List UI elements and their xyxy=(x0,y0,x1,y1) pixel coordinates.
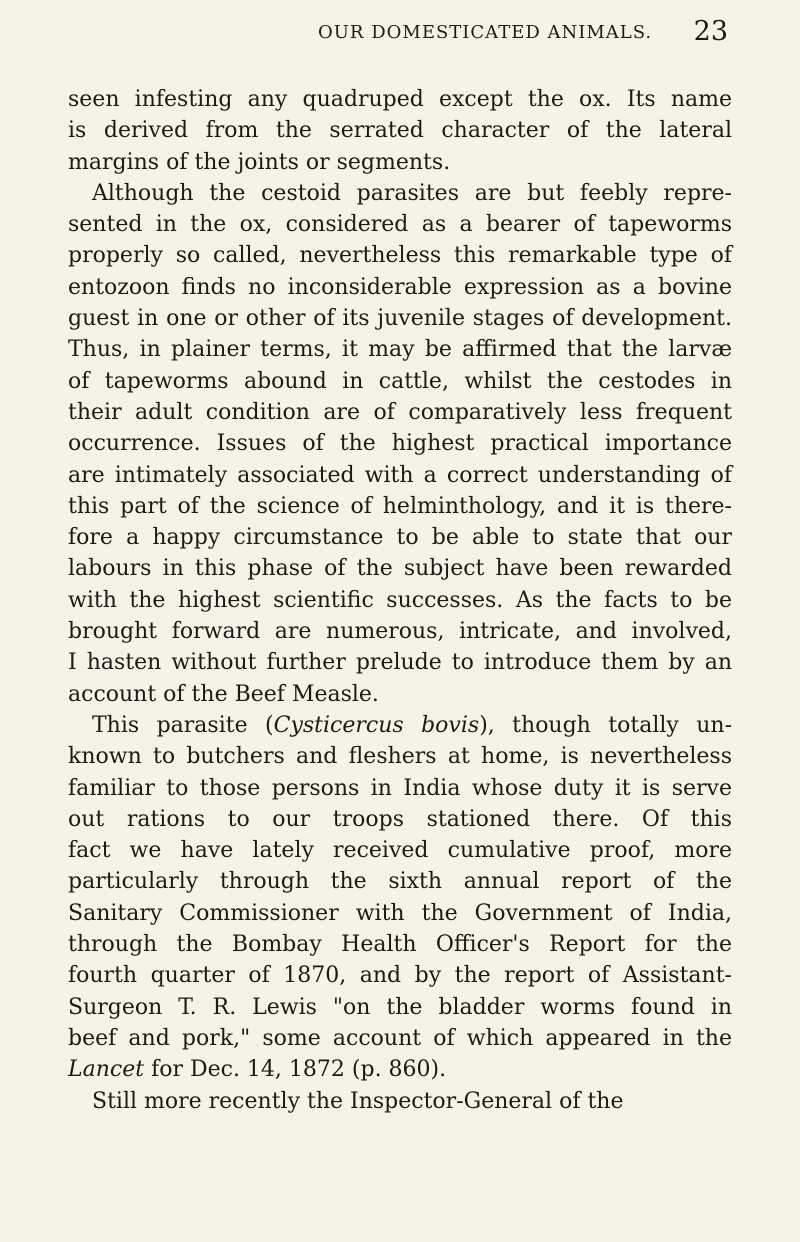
text-line: known to butchers and fleshers at home, is nevertheless xyxy=(68,744,732,770)
text-line: entozoon finds no inconsiderable expression as a bovine xyxy=(68,274,732,300)
text-line: sented in the ox, considered as a bearer of tapeworms xyxy=(68,212,732,238)
text-line: fore a happy circumstance to be able to state that our xyxy=(68,525,732,551)
text-line: of tapeworms abound in cattle, whilst the cestodes in xyxy=(68,368,732,394)
text-line: their adult condition are of comparatively less frequent xyxy=(68,399,732,425)
text-segment: for Dec. 14, 1872 (p. 860). xyxy=(144,1057,447,1083)
text-line xyxy=(68,1054,732,1085)
text-line: Thus, in plainer terms, it may be affirmed that the larvæ xyxy=(68,337,732,363)
text-line: guest in one or other of its juvenile stages of development. xyxy=(68,306,732,332)
text-line: fourth quarter of 1870, and by the report of Assistant- xyxy=(68,963,732,989)
text-line: brought forward are numerous, intricate, and involved, xyxy=(68,619,732,645)
text-line: labours in this phase of the subject have been rewarded xyxy=(68,556,732,582)
text-line: familiar to those persons in India whose duty it is serve xyxy=(68,775,732,801)
text-line: account of the Beef Measle. xyxy=(68,681,379,707)
text-line: Surgeon T. R. Lewis "on the bladder worms found in xyxy=(68,994,732,1020)
text-line: I hasten without further prelude to introduce them by an xyxy=(68,650,732,676)
text-line: through the Bombay Health Officer's Report for the xyxy=(68,932,732,958)
text-line: properly so called, nevertheless this remarkable type of xyxy=(68,243,732,269)
text-line: margins of the joints or segments. xyxy=(68,149,451,175)
text-line: Although the cestoid parasites are but feebly repre- xyxy=(92,180,732,206)
text-line: is derived from the serrated character of the lateral xyxy=(68,118,732,144)
running-head xyxy=(0,14,800,54)
text-line: out rations to our troops stationed there. Of this xyxy=(68,806,732,832)
text-line: this part of the science of helminthology, and it is there- xyxy=(68,493,732,519)
text-line: occurrence. Issues of the highest practical importance xyxy=(68,431,732,457)
text-line: fact we have lately received cumulative proof, more xyxy=(68,838,732,864)
text-line: beef and pork," some account of which appeared in the xyxy=(68,1025,732,1051)
text-line: are intimately associated with a correct understanding of xyxy=(68,462,732,488)
text-line: Sanitary Commissioner with the Government of India, xyxy=(68,900,732,926)
italic-journal-name: Lancet xyxy=(68,1057,145,1083)
text-segment: This parasite ( xyxy=(92,712,274,738)
running-head-title: OUR DOMESTICATED ANIMALS. xyxy=(318,22,653,43)
text-line xyxy=(68,710,732,741)
text-segment: ), though totally un- xyxy=(479,712,732,738)
text-line: seen infesting any quadruped except the ox. Its name xyxy=(68,87,732,112)
italic-species-name: Cysticercus bovis xyxy=(273,712,480,738)
page-number: 23 xyxy=(693,16,728,47)
text-line: Still more recently the Inspector-General of the xyxy=(92,1088,624,1114)
text-line: particularly through the sixth annual report of the xyxy=(68,869,732,895)
text-line: with the highest scientific successes. As the facts to be xyxy=(68,587,732,613)
body-text xyxy=(68,84,732,1117)
